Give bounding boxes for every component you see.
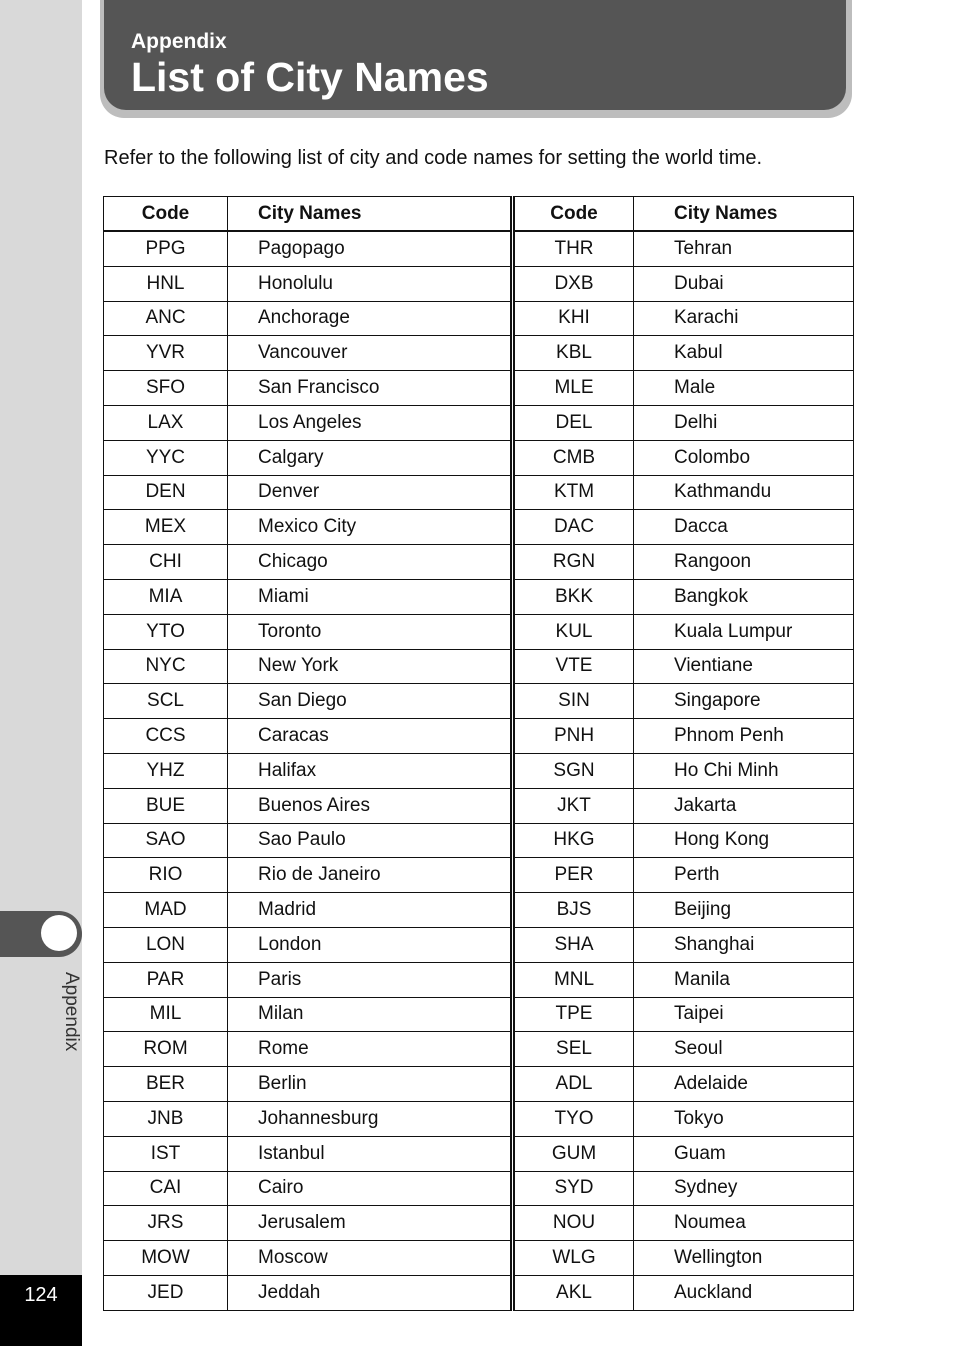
table-row (104, 823, 854, 858)
table-row (104, 231, 854, 266)
sidebar (0, 0, 82, 1346)
code-cell: ADL (513, 1067, 634, 1102)
header-kicker: Appendix (131, 30, 227, 53)
code-cell: IST (104, 1136, 228, 1171)
code-cell: SIN (513, 684, 634, 719)
city-name-cell: Johannesburg (228, 1101, 513, 1136)
table-row (104, 1241, 854, 1276)
table-row (104, 510, 854, 545)
city-name-cell: Kathmandu (634, 475, 854, 510)
city-name-cell: Perth (634, 858, 854, 893)
table-row (104, 1067, 854, 1102)
code-cell: MIA (104, 579, 228, 614)
header-code-left: Code (104, 197, 228, 232)
code-cell: CMB (513, 440, 634, 475)
city-name-cell: Dacca (634, 510, 854, 545)
city-name-cell: Bangkok (634, 579, 854, 614)
code-cell: SAO (104, 823, 228, 858)
table-row (104, 684, 854, 719)
code-cell: SEL (513, 1032, 634, 1067)
code-cell: ROM (104, 1032, 228, 1067)
table-row (104, 545, 854, 580)
city-name-cell: Tokyo (634, 1101, 854, 1136)
city-name-cell: Karachi (634, 301, 854, 336)
table-header-row (104, 197, 854, 232)
city-name-cell: Wellington (634, 1241, 854, 1276)
code-cell: MAD (104, 893, 228, 928)
city-code-table (103, 196, 854, 1311)
city-name-cell: Hong Kong (634, 823, 854, 858)
code-cell: SHA (513, 927, 634, 962)
city-name-cell: Sydney (634, 1171, 854, 1206)
city-name-cell: Phnom Penh (634, 719, 854, 754)
code-cell: DXB (513, 266, 634, 301)
code-cell: AKL (513, 1275, 634, 1310)
code-cell: CHI (104, 545, 228, 580)
code-cell: KHI (513, 301, 634, 336)
table-row (104, 301, 854, 336)
city-name-cell: London (228, 927, 513, 962)
city-name-cell: San Diego (228, 684, 513, 719)
city-name-cell: Halifax (228, 753, 513, 788)
city-name-cell: Jakarta (634, 788, 854, 823)
city-name-cell: Jerusalem (228, 1206, 513, 1241)
code-cell: YHZ (104, 753, 228, 788)
city-name-cell: Pagopago (228, 231, 513, 266)
code-cell: BKK (513, 579, 634, 614)
code-cell: HKG (513, 823, 634, 858)
city-name-cell: Rangoon (634, 545, 854, 580)
header-code-right: Code (513, 197, 634, 232)
city-name-cell: Shanghai (634, 927, 854, 962)
city-name-cell: Anchorage (228, 301, 513, 336)
code-cell: YVR (104, 336, 228, 371)
code-cell: WLG (513, 1241, 634, 1276)
city-name-cell: Auckland (634, 1275, 854, 1310)
city-name-cell: Tehran (634, 231, 854, 266)
code-cell: SFO (104, 371, 228, 406)
table-row (104, 1101, 854, 1136)
table-row (104, 1171, 854, 1206)
city-name-cell: Toronto (228, 614, 513, 649)
city-name-cell: Denver (228, 475, 513, 510)
code-cell: DEN (104, 475, 228, 510)
page-number: 124 (24, 1284, 58, 1306)
table-row (104, 1032, 854, 1067)
city-name-cell: Male (634, 371, 854, 406)
code-cell: CAI (104, 1171, 228, 1206)
city-name-cell: Ho Chi Minh (634, 753, 854, 788)
code-cell: PAR (104, 962, 228, 997)
code-cell: NOU (513, 1206, 634, 1241)
city-name-cell: Milan (228, 997, 513, 1032)
city-name-cell: Singapore (634, 684, 854, 719)
city-name-cell: Vancouver (228, 336, 513, 371)
header-city-right: City Names (634, 197, 854, 232)
city-name-cell: Berlin (228, 1067, 513, 1102)
code-cell: MLE (513, 371, 634, 406)
table-row (104, 266, 854, 301)
city-name-cell: Istanbul (228, 1136, 513, 1171)
code-cell: KBL (513, 336, 634, 371)
code-cell: RIO (104, 858, 228, 893)
code-cell: CCS (104, 719, 228, 754)
sidebar-section-label: Appendix (61, 972, 82, 1052)
code-cell: YYC (104, 440, 228, 475)
city-name-cell: Kuala Lumpur (634, 614, 854, 649)
code-cell: PER (513, 858, 634, 893)
city-name-cell: Cairo (228, 1171, 513, 1206)
table-row (104, 1275, 854, 1310)
header-city-left: City Names (228, 197, 513, 232)
code-cell: JNB (104, 1101, 228, 1136)
code-cell: KTM (513, 475, 634, 510)
city-name-cell: Kabul (634, 336, 854, 371)
code-cell: LAX (104, 405, 228, 440)
code-cell: SYD (513, 1171, 634, 1206)
code-cell: JED (104, 1275, 228, 1310)
table-row (104, 962, 854, 997)
city-name-cell: San Francisco (228, 371, 513, 406)
city-name-cell: Seoul (634, 1032, 854, 1067)
city-name-cell: Jeddah (228, 1275, 513, 1310)
code-cell: BER (104, 1067, 228, 1102)
table-row (104, 1206, 854, 1241)
code-cell: KUL (513, 614, 634, 649)
city-name-cell: Paris (228, 962, 513, 997)
city-name-cell: Colombo (634, 440, 854, 475)
city-name-cell: Chicago (228, 545, 513, 580)
city-name-cell: Caracas (228, 719, 513, 754)
intro-text: Refer to the following list of city and code names for setting the world time. (104, 147, 763, 169)
code-cell: SGN (513, 753, 634, 788)
code-cell: THR (513, 231, 634, 266)
code-cell: SCL (104, 684, 228, 719)
code-cell: BUE (104, 788, 228, 823)
code-cell: LON (104, 927, 228, 962)
code-cell: NYC (104, 649, 228, 684)
code-cell: JKT (513, 788, 634, 823)
city-name-cell: Los Angeles (228, 405, 513, 440)
table-row (104, 440, 854, 475)
city-name-cell: Rome (228, 1032, 513, 1067)
code-cell: PNH (513, 719, 634, 754)
city-name-cell: Beijing (634, 893, 854, 928)
code-cell: VTE (513, 649, 634, 684)
table-row (104, 614, 854, 649)
city-name-cell: Noumea (634, 1206, 854, 1241)
code-cell: MIL (104, 997, 228, 1032)
code-cell: JRS (104, 1206, 228, 1241)
code-cell: RGN (513, 545, 634, 580)
table-row (104, 336, 854, 371)
code-cell: ANC (104, 301, 228, 336)
city-name-cell: Delhi (634, 405, 854, 440)
code-cell: MNL (513, 962, 634, 997)
city-name-cell: Rio de Janeiro (228, 858, 513, 893)
code-cell: MEX (104, 510, 228, 545)
table-row (104, 1136, 854, 1171)
city-name-cell: Adelaide (634, 1067, 854, 1102)
city-name-cell: Sao Paulo (228, 823, 513, 858)
code-cell: YTO (104, 614, 228, 649)
code-cell: PPG (104, 231, 228, 266)
page-title: List of City Names (131, 54, 489, 100)
city-name-cell: Moscow (228, 1241, 513, 1276)
section-tab-marker (41, 915, 77, 951)
code-cell: DAC (513, 510, 634, 545)
city-name-cell: Miami (228, 579, 513, 614)
table-row (104, 753, 854, 788)
table-row (104, 858, 854, 893)
table-row (104, 475, 854, 510)
code-cell: MOW (104, 1241, 228, 1276)
city-name-cell: Guam (634, 1136, 854, 1171)
code-cell: GUM (513, 1136, 634, 1171)
table-row (104, 649, 854, 684)
table-row (104, 405, 854, 440)
city-name-cell: Honolulu (228, 266, 513, 301)
city-name-cell: Manila (634, 962, 854, 997)
table-body (104, 231, 854, 1310)
city-name-cell: Madrid (228, 893, 513, 928)
city-name-cell: Dubai (634, 266, 854, 301)
code-cell: TYO (513, 1101, 634, 1136)
table-row (104, 719, 854, 754)
code-cell: DEL (513, 405, 634, 440)
code-cell: HNL (104, 266, 228, 301)
city-name-cell: Calgary (228, 440, 513, 475)
table-row (104, 788, 854, 823)
table-row (104, 371, 854, 406)
table-row (104, 927, 854, 962)
city-name-cell: New York (228, 649, 513, 684)
code-cell: BJS (513, 893, 634, 928)
city-name-cell: Buenos Aires (228, 788, 513, 823)
city-name-cell: Vientiane (634, 649, 854, 684)
table-row (104, 997, 854, 1032)
table-row (104, 579, 854, 614)
code-cell: TPE (513, 997, 634, 1032)
table-row (104, 893, 854, 928)
city-name-cell: Taipei (634, 997, 854, 1032)
city-name-cell: Mexico City (228, 510, 513, 545)
